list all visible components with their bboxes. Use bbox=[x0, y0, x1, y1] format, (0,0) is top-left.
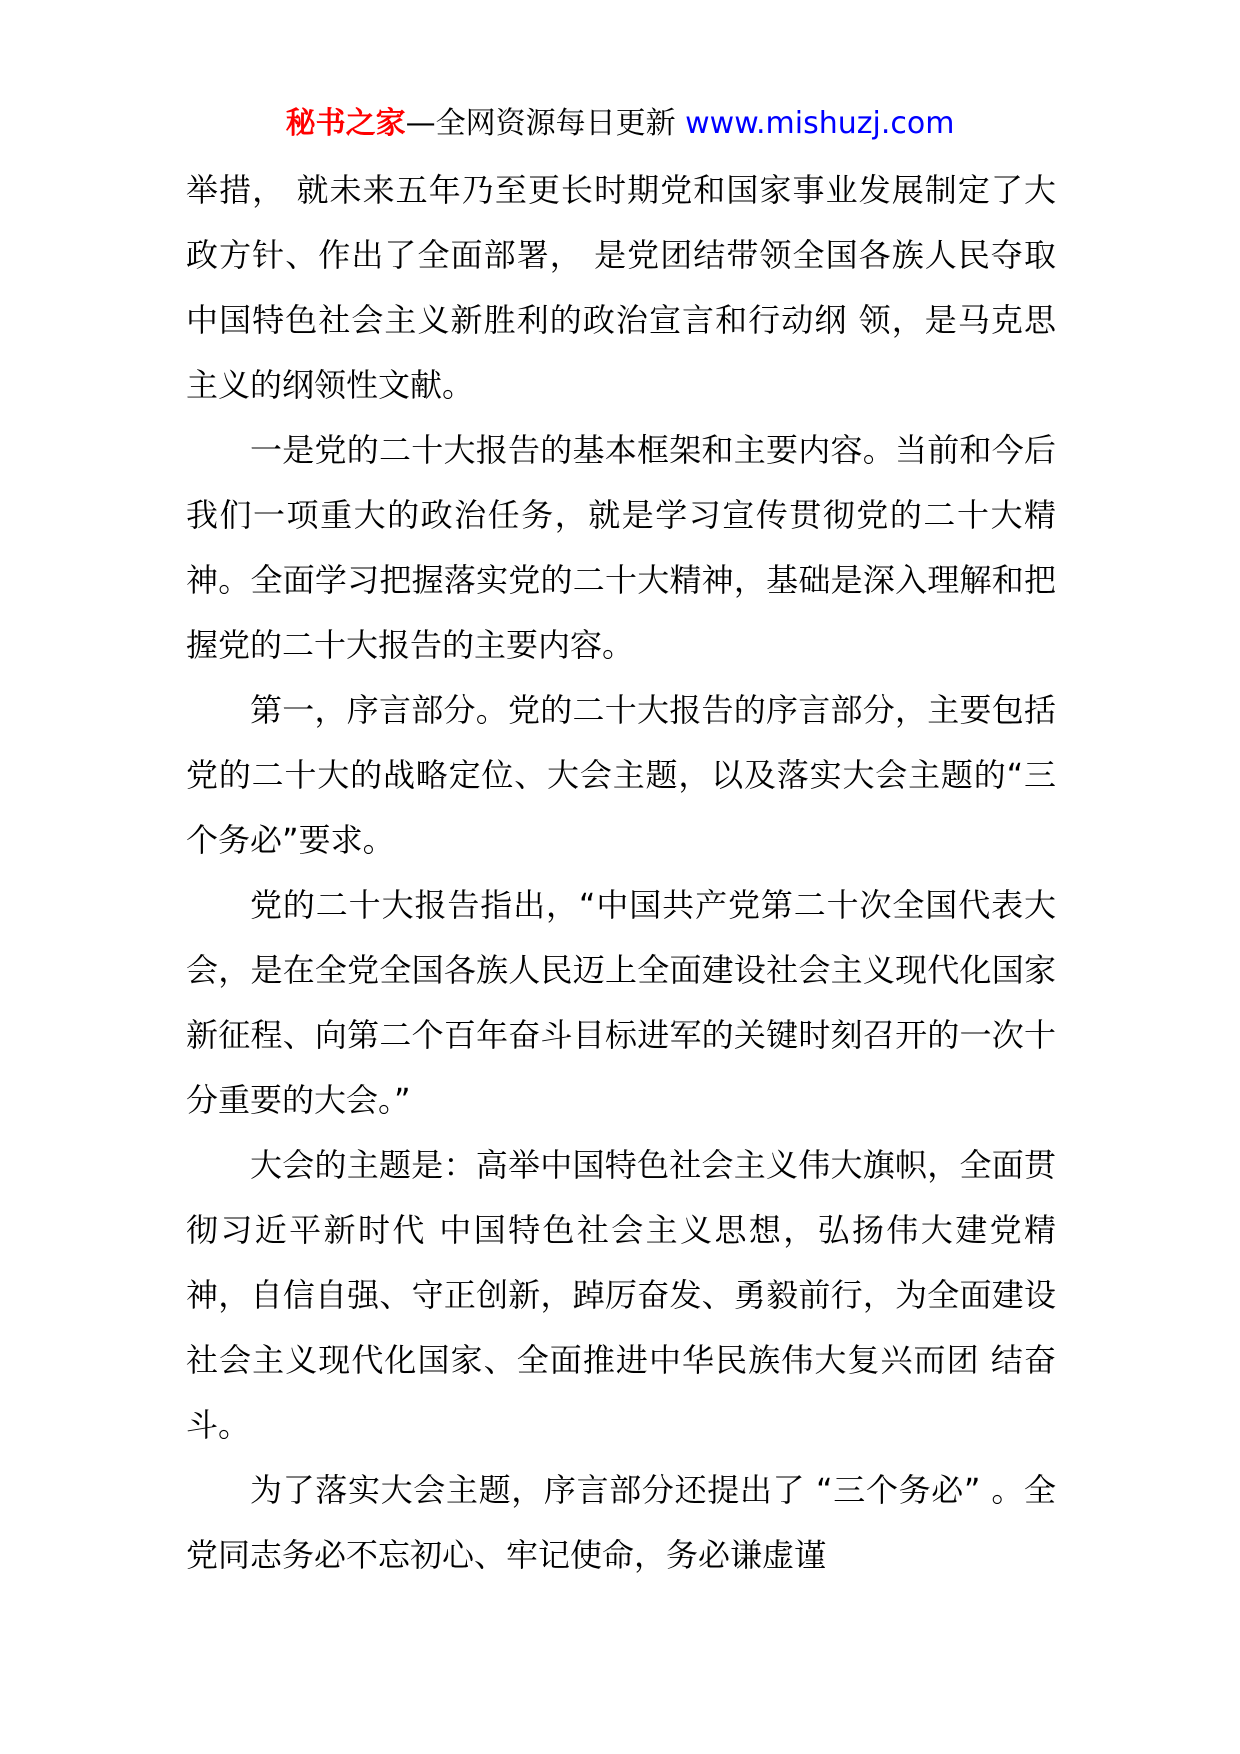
page-header bbox=[0, 100, 1240, 148]
header-tagline: —全网资源每日更新 bbox=[405, 106, 676, 141]
body-paragraph: 党的二十大报告指出，“中国共产党第二十次全国代表大会，是在全党全国各族人民迈上全面建设社会主义现代化国家新征程、向第二个百年奋斗目标进军的关键时刻召开的一次十分重要的大会。” bbox=[186, 886, 1056, 1119]
body-paragraph: 一是党的二十大报告的基本框架和主要内容。当前和今后我们一项重大的政治任务，就是学习宣传贯彻党的二十大精神。全面学习把握落实党的二十大精神，基础是深入理解和把握党的二十大报告的主要内容。 bbox=[186, 431, 1056, 664]
body-paragraph: 第一，序言部分。党的二十大报告的序言部分，主要包括党的二十大的战略定位、大会主题，以及落实大会主题的“三个务必”要求。 bbox=[186, 691, 1056, 859]
body-paragraph: 为了落实大会主题，序言部分还提出了 “三个务必” 。全党同志务必不忘初心、牢记使命，务必谦虚谨 bbox=[186, 1471, 1056, 1574]
body-paragraph: 大会的主题是：高举中国特色社会主义伟大旗帜，全面贯彻习近平新时代 中国特色社会主义思想，弘扬伟大建党精神，自信自强、守正创新，踔厉奋发、勇毅前行，为全面建设社会主义现代化国家、全面推进中华民族伟大复兴而团 结奋斗。 bbox=[186, 1146, 1056, 1444]
body-paragraph: 举措， 就未来五年乃至更长时期党和国家事业发展制定了大政方针、作出了全面部署， 是党团结带领全国各族人民夺取中国特色社会主义新胜利的政治宣言和行动纲 领，是马克思主义的纲领性文献。 bbox=[186, 171, 1056, 404]
document-body bbox=[186, 158, 1056, 1588]
brand-name: 秘书之家 bbox=[285, 106, 406, 141]
website-link[interactable]: www.mishuzj.com bbox=[685, 106, 955, 141]
